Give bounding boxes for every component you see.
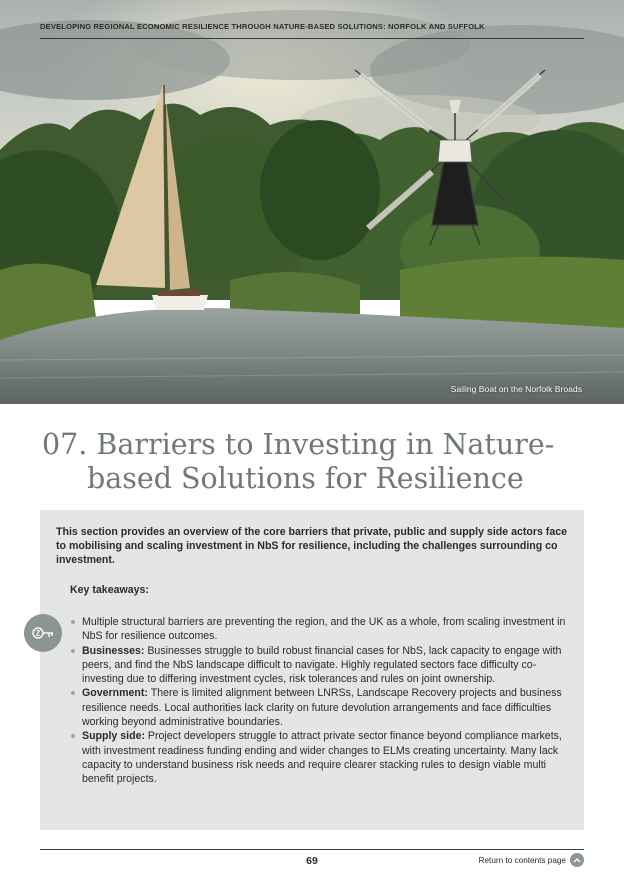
takeaway-text: Multiple structural barriers are preventing the region, and the UK as a whole, from scaling investment in NbS for resilience outcomes. — [82, 616, 566, 643]
return-to-contents-link[interactable]: Return to contents page — [478, 856, 566, 865]
takeaway-item — [70, 615, 578, 644]
hero-photo — [0, 0, 624, 404]
takeaway-lead: Businesses: — [82, 644, 145, 657]
takeaway-lead: Government: — [82, 687, 148, 700]
page-number: 69 — [306, 855, 318, 867]
takeaway-lead: Supply side: — [82, 730, 145, 743]
takeaway-item — [70, 644, 578, 687]
takeaway-text: Project developers struggle to attract private sector finance beyond compliance markets, with investment readiness funding ending and wider changes to ELMs creating uncertainty. Many lack capacity to understand business risk needs and require clearer stacking rules to design viable multi benefit projects. — [82, 730, 562, 786]
running-header: DEVELOPING REGIONAL ECONOMIC RESILIENCE THROUGH NATURE-BASED SOLUTIONS: NORFOLK AND SUFFOLK — [40, 22, 485, 31]
takeaway-text: There is limited alignment between LNRSs, Landscape Recovery projects and business resilience needs. Local authorities lack clarity on future devolution arrangements and face difficulties working beyond administrative boundaries. — [82, 687, 562, 729]
chevron-up-icon[interactable] — [570, 853, 584, 867]
section-title — [42, 428, 582, 496]
section-title-line2: based Solutions for Resilience — [87, 462, 524, 495]
photo-caption: Sailing Boat on the Norfolk Broads — [450, 384, 582, 394]
hero-illustration — [0, 0, 624, 404]
takeaway-item — [70, 729, 578, 786]
summary-intro: This section provides an overview of the core barriers that private, public and supply side actors face to mobilising and scaling investment in NbS for resilience, including the challenges surrounding co investment. — [56, 526, 568, 566]
takeaway-item — [70, 686, 578, 729]
key-money-icon — [24, 614, 62, 652]
section-number: 07. — [42, 428, 88, 461]
key-takeaways-list — [70, 615, 578, 787]
section-title-line1: Barriers to Investing in Nature- — [96, 428, 555, 461]
key-takeaways-label: Key takeaways: — [70, 584, 149, 596]
summary-box — [40, 510, 584, 830]
footer-divider — [40, 849, 584, 850]
header-divider — [40, 38, 584, 39]
takeaway-text: Businesses struggle to build robust financial cases for NbS, lack capacity to engage with peers, and find the NbS landscape difficult to navigate. Highly regulated sectors face difficulty co-investing due to differing investment cycles, risk tolerances and rules on joint ownership. — [82, 644, 562, 686]
